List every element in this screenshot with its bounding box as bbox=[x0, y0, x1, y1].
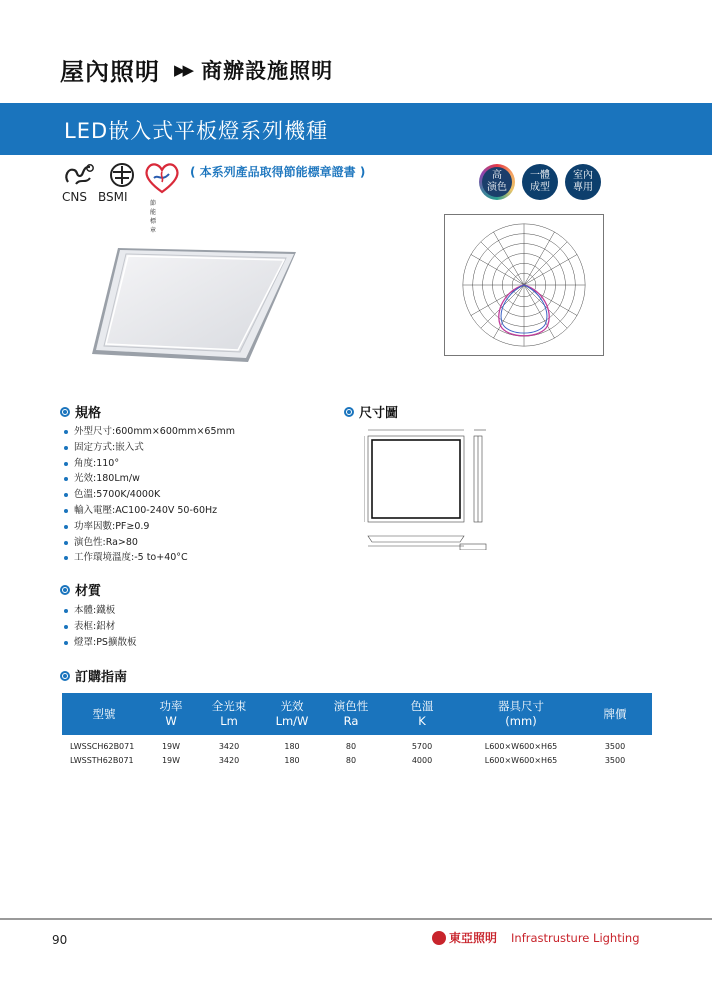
list-item: 角度:110° bbox=[64, 456, 235, 472]
list-item: 輸入電壓:AC100-240V 50-60Hz bbox=[64, 503, 235, 519]
footer-divider bbox=[0, 918, 712, 920]
title-banner bbox=[0, 103, 712, 155]
brand-footer bbox=[432, 929, 640, 946]
badge-line: 室內 bbox=[573, 170, 593, 181]
light-distribution-diagram bbox=[444, 214, 604, 356]
bsmi-mark-icon bbox=[106, 161, 138, 189]
series-title: LED嵌入式平板燈系列機種 bbox=[64, 119, 329, 143]
badge-line: 高 bbox=[492, 170, 502, 181]
list-item: 功率因數:PF≥0.9 bbox=[64, 519, 235, 535]
integrated-molding-badge bbox=[522, 164, 558, 200]
product-photo bbox=[88, 238, 308, 368]
list-item: 外型尺寸:600mm×600mm×65mm bbox=[64, 424, 235, 440]
cell-power: 19W bbox=[161, 756, 181, 765]
list-item: 工作環境溫度:-5 to+40°C bbox=[64, 550, 235, 566]
double-arrow-icon: ▶▶ bbox=[174, 60, 192, 79]
ordering-heading: 訂購指南 bbox=[60, 666, 127, 685]
badge-line: 演色 bbox=[487, 182, 507, 193]
cell-cct: 5700 bbox=[411, 742, 433, 751]
brand-tagline: Infrastrusture Lighting bbox=[511, 930, 640, 945]
section-bullet-icon bbox=[60, 407, 70, 417]
badge-line: 專用 bbox=[573, 182, 593, 193]
list-item: 演色性:Ra>80 bbox=[64, 535, 235, 551]
col-power: 功率 W bbox=[146, 693, 196, 735]
cell-cri: 80 bbox=[345, 742, 357, 751]
list-item: 本體:鐵板 bbox=[64, 603, 136, 619]
col-cri: 演色性 Ra bbox=[322, 693, 380, 735]
cell-lumen: 3420 bbox=[218, 742, 240, 751]
specs-heading: 規格 bbox=[60, 402, 101, 421]
high-cri-badge bbox=[479, 164, 515, 200]
subcategory-title: 商辦設施照明 bbox=[201, 58, 334, 83]
bsmi-label: BSMI bbox=[98, 190, 128, 204]
cell-model: LWSSCH62B071 bbox=[70, 742, 135, 751]
materials-heading: 材質 bbox=[60, 580, 101, 599]
section-bullet-icon bbox=[60, 585, 70, 595]
table-row bbox=[62, 735, 652, 752]
list-item: 色溫:5700K/4000K bbox=[64, 487, 235, 503]
cell-power: 19W bbox=[161, 742, 181, 751]
certification-note: ( 本系列產品取得節能標章證書 ) bbox=[190, 165, 366, 179]
brand-logo-icon bbox=[432, 931, 446, 945]
table-row bbox=[62, 752, 652, 769]
cell-size: L600×W600×H65 bbox=[484, 742, 558, 751]
col-model: 型號 bbox=[62, 693, 146, 735]
page-header bbox=[60, 52, 333, 87]
indoor-use-badge bbox=[565, 164, 601, 200]
badge-line: 一體 bbox=[530, 170, 550, 181]
section-bullet-icon bbox=[60, 671, 70, 681]
materials-list bbox=[64, 603, 136, 650]
cell-efficacy: 180 bbox=[284, 756, 300, 765]
cns-label: CNS bbox=[62, 190, 87, 204]
dimension-drawing bbox=[364, 426, 500, 550]
list-item: 固定方式:嵌入式 bbox=[64, 440, 235, 456]
col-size: 器具尺寸 (mm) bbox=[464, 693, 578, 735]
category-title: 屋內照明 bbox=[60, 58, 160, 86]
list-item: 燈罩:PS擴散板 bbox=[64, 635, 136, 651]
cell-cri: 80 bbox=[345, 756, 357, 765]
cell-model: LWSSTH62B071 bbox=[70, 756, 134, 765]
dimensions-heading: 尺寸圖 bbox=[344, 402, 398, 421]
table-header-row bbox=[62, 693, 652, 735]
cell-cct: 4000 bbox=[411, 756, 433, 765]
specs-list bbox=[64, 424, 235, 566]
badge-line: 成型 bbox=[530, 182, 550, 193]
cell-size: L600×W600×H65 bbox=[484, 756, 558, 765]
list-item: 表框:鋁材 bbox=[64, 619, 136, 635]
cell-efficacy: 180 bbox=[284, 742, 300, 751]
cell-price: 3500 bbox=[604, 742, 626, 751]
page-number: 90 bbox=[52, 933, 68, 947]
energy-label-text: 節能標章 bbox=[150, 200, 157, 234]
cns-mark-icon bbox=[62, 162, 98, 188]
energy-label-heart-icon bbox=[142, 160, 182, 196]
col-lumen: 全光束 Lm bbox=[196, 693, 262, 735]
cell-lumen: 3420 bbox=[218, 756, 240, 765]
section-bullet-icon bbox=[344, 407, 354, 417]
ordering-table bbox=[62, 693, 652, 769]
cell-price: 3500 bbox=[604, 756, 626, 765]
col-cct: 色溫 K bbox=[380, 693, 464, 735]
col-price: 牌價 bbox=[578, 693, 652, 735]
col-efficacy: 光效 Lm/W bbox=[262, 693, 322, 735]
brand-name: 東亞照明 bbox=[449, 931, 498, 945]
list-item: 光效:180Lm/w bbox=[64, 471, 235, 487]
